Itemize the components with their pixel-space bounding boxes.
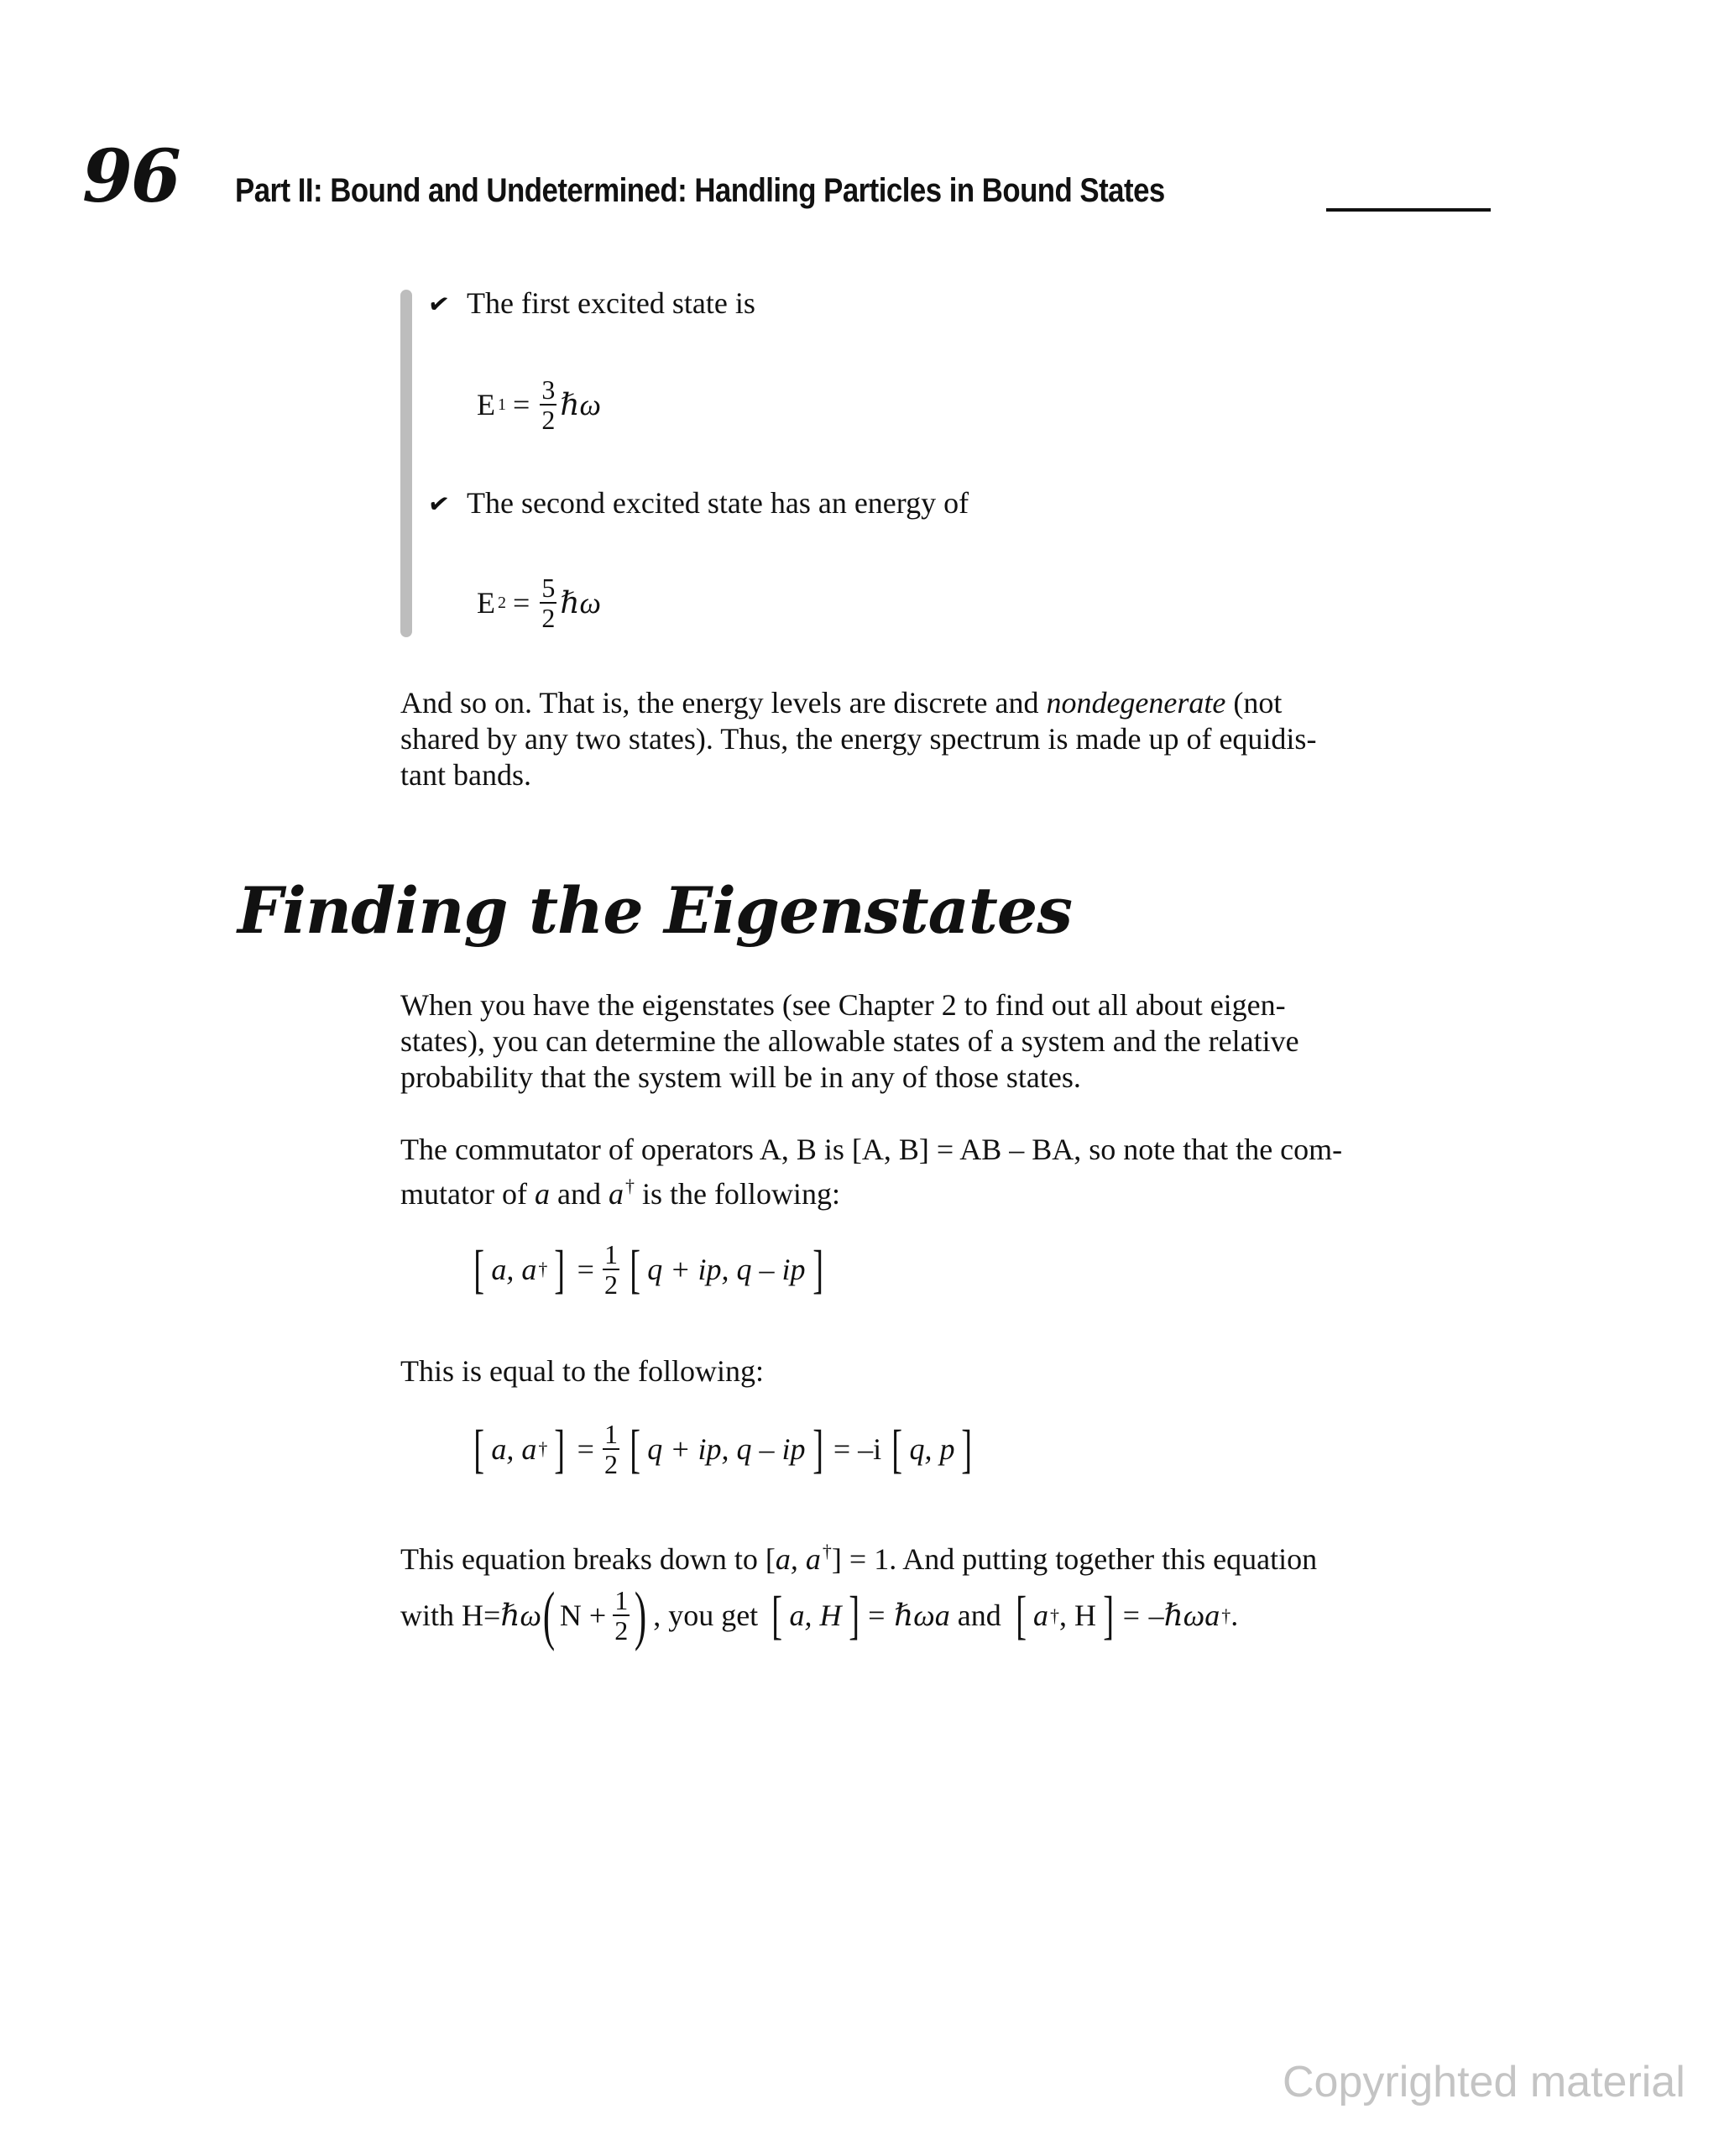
page-number: 96 <box>82 134 180 219</box>
paragraph-result: This equation breaks down to [a, a†] = 1. And putting together this equation with H= ℏω ( N + $\frac{1}{2}$ ) , you get [ a, H ] = ℏωa and [ a † , H ] = –ℏωa † . <box>400 1541 1318 1651</box>
paragraph-commutator: The commutator of operators A, B is [A, B] = AB – BA, so note that the com- mutator of a and a† is the following: <box>400 1133 1343 1211</box>
fraction: $\frac{1}{2}$ <box>603 1239 618 1300</box>
header-rule <box>1326 208 1491 212</box>
equation-commutator-2: [ a, a † ] = $\frac{1}{2}$ [ q + ip, q – ip ] = –i [ q, p ] <box>473 1419 973 1479</box>
copyright-watermark: Copyrighted material <box>1283 2058 1685 2106</box>
equation-e1: E 1 = $\frac{3}{2}$ ℏω <box>477 374 601 435</box>
fraction: $\frac{1}{2}$ <box>614 1585 629 1646</box>
fraction: $\frac{3}{2}$ <box>541 374 556 435</box>
equation-e2: E 2 = $\frac{5}{2}$ ℏω <box>477 573 601 633</box>
bullet-sidebar <box>400 290 412 637</box>
bullet-item-2 <box>428 485 969 521</box>
bullet-text: The first excited state is <box>467 286 755 320</box>
checkmark-icon: ✔ <box>426 288 452 321</box>
bullet-item-1 <box>428 285 755 321</box>
fraction: $\frac{1}{2}$ <box>603 1419 618 1479</box>
paragraph-equal-to: This is equal to the following: <box>400 1354 764 1388</box>
equation-commutator-1: [ a, a † ] = $\frac{1}{2}$ [ q + ip, q – ip ] <box>473 1239 823 1300</box>
fraction: $\frac{5}{2}$ <box>541 573 556 633</box>
bullet-text: The second excited state has an energy of <box>467 486 969 520</box>
paragraph-eigenstates-intro: When you have the eigenstates (see Chapter 2 to find out all about eigen- states), you can determine the allowable states of a system and the relative probability that the system will be in any of those states. <box>400 988 1299 1094</box>
paragraph-energy-levels: And so on. That is, the energy levels are discrete and nondegenerate (not shared by any two states). Thus, the energy spectrum is made up of equidis- tant bands. <box>400 686 1317 792</box>
running-head: Part II: Bound and Undetermined: Handling Particles in Bound States <box>235 172 1165 209</box>
checkmark-icon: ✔ <box>426 488 452 521</box>
section-heading: Finding the Eigenstates <box>238 873 1073 948</box>
